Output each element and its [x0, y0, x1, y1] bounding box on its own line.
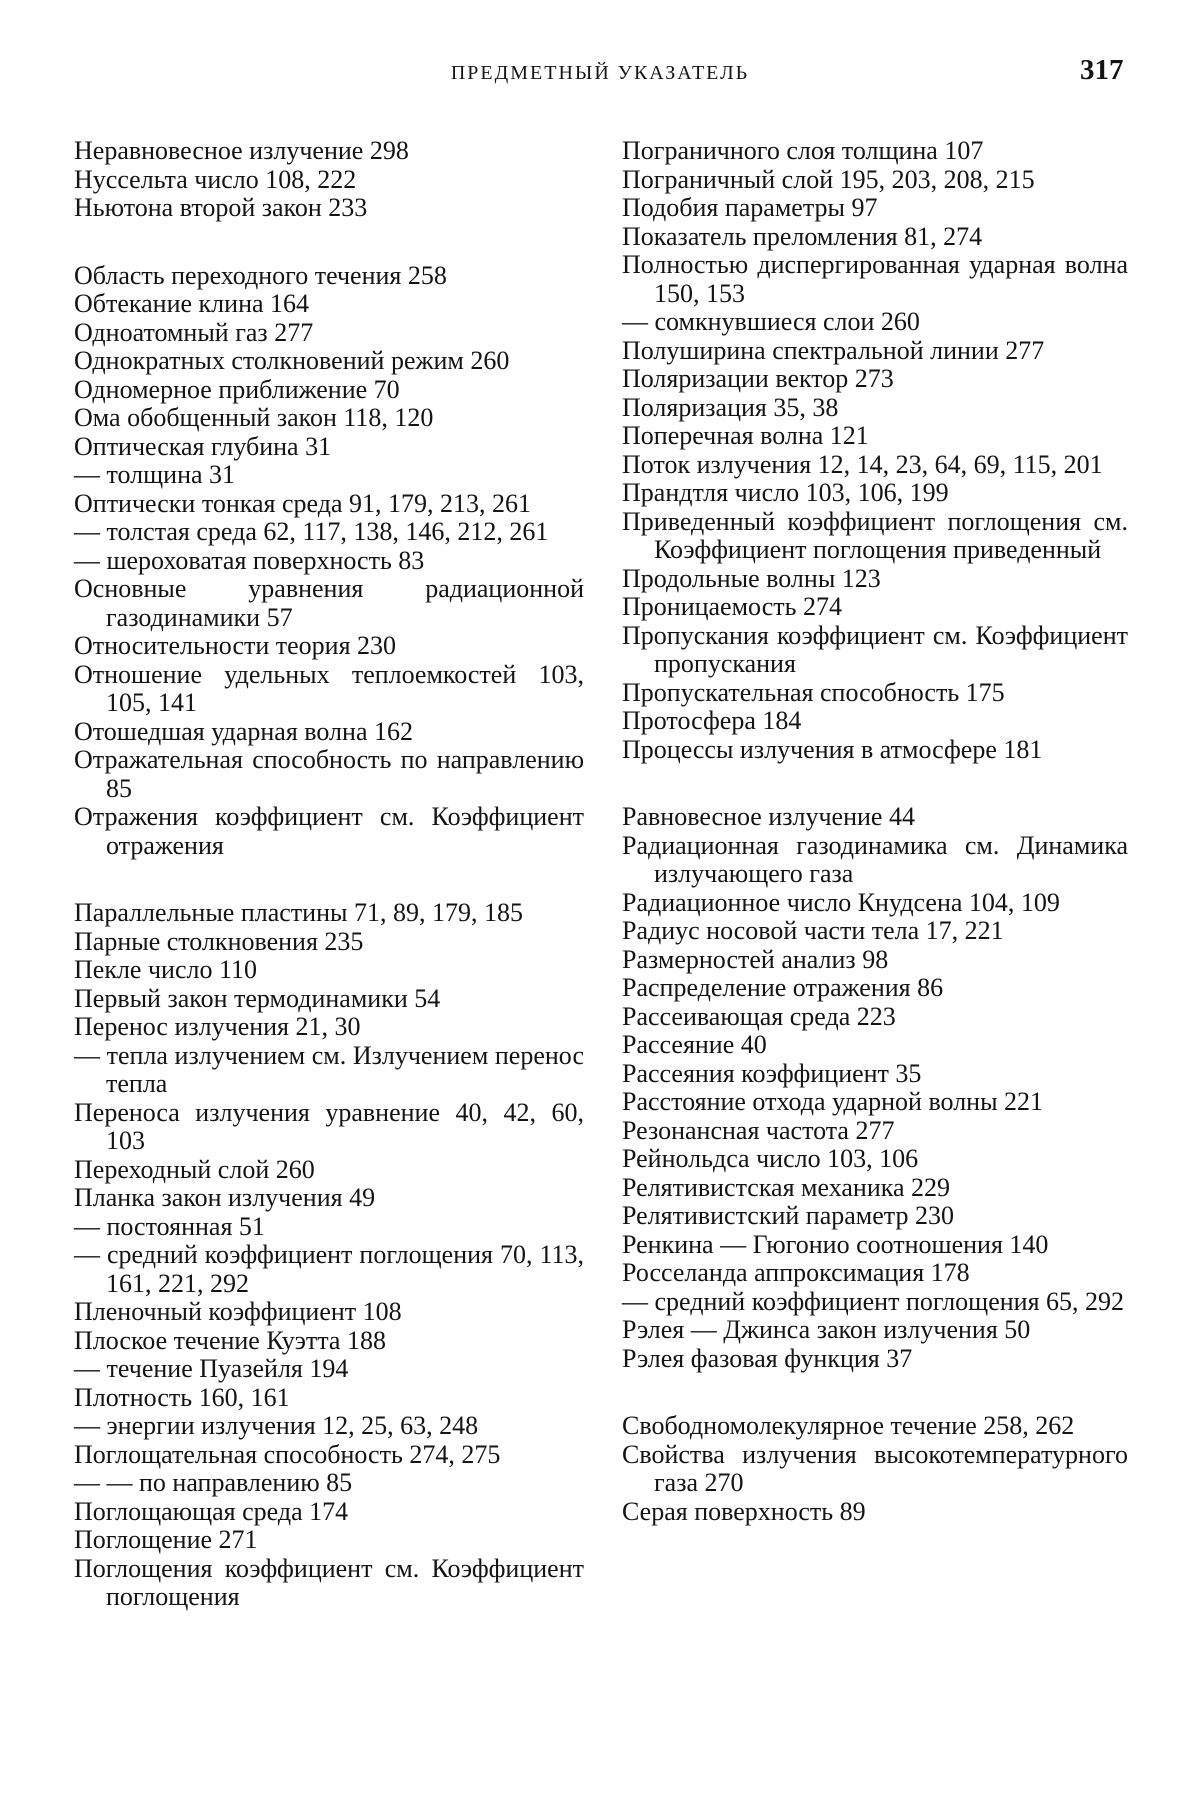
index-entry: Отошедшая ударная волна 162 — [74, 716, 413, 746]
index-entry: Отражательная способность по направлению 85 — [74, 745, 584, 803]
index-entry: — шероховатая поверхность 83 — [74, 545, 425, 575]
index-entry: Первый закон термодинамики 54 — [74, 983, 441, 1013]
index-entry: Радиус носовой части тела 17, 221 — [622, 916, 1004, 945]
index-entry: — толстая среда 62, 117, 138, 146, 212, 261 — [74, 517, 549, 546]
index-entry: Подобия параметры 97 — [622, 193, 878, 222]
index-entry: Релятивистский параметр 230 — [622, 1201, 954, 1230]
index-section — [74, 262, 584, 861]
index-entry: Росселанда аппроксимация 178 — [622, 1258, 970, 1287]
index-section — [622, 803, 1128, 1373]
index-entry: Оптически тонкая среда 91, 179, 213, 261 — [74, 488, 531, 518]
running-title: ПРЕДМЕТНЫЙ УКАЗАТЕЛЬ — [450, 62, 750, 84]
index-entry: Отражения коэффициент см. Коэффициент отражения — [74, 802, 584, 860]
index-entry: — средний коэффициент поглощения 70, 113, 161, 221, 292 — [74, 1240, 584, 1298]
index-entry: — толщина 31 — [74, 460, 236, 489]
index-entry: Процессы излучения в атмосфере 181 — [622, 734, 1043, 764]
index-entry: Полностью диспергированная ударная волна 150, 153 — [622, 250, 1128, 308]
index-entry: Свободномолекулярное течение 258, 262 — [622, 1411, 1075, 1440]
index-entry: Пекле число 110 — [74, 955, 258, 984]
index-entry: Переноса излучения уравнение 40, 42, 60, 103 — [74, 1097, 584, 1155]
index-entry: Пропускательная способность 175 — [622, 677, 1005, 707]
index-entry: Парные столкновения 235 — [74, 926, 364, 956]
index-entry: Плотность 160, 161 — [74, 1382, 290, 1412]
index-entry: Ома обобщенный закон 118, 120 — [74, 403, 434, 432]
index-entry: Однократных столкновений режим 260 — [74, 346, 510, 375]
index-entry: Область переходного течения 258 — [74, 260, 447, 290]
index-column-left — [74, 137, 584, 1651]
index-entry: Полуширина спектральной линии 277 — [622, 335, 1045, 365]
index-entry: Поглощения коэффициент см. Коэффициент поглощения — [74, 1553, 584, 1611]
index-entry: Планка закон излучения 49 — [74, 1183, 376, 1212]
index-entry: Поперечная волна 121 — [622, 421, 869, 450]
index-entry: Поток излучения 12, 14, 23, 64, 69, 115, 201 — [622, 449, 1103, 479]
index-entry: Рассеяние 40 — [622, 1030, 767, 1059]
index-column-right — [622, 137, 1128, 1565]
index-entry: — средний коэффициент поглощения 65, 292 — [622, 1286, 1125, 1316]
index-entry: Прандтля число 103, 106, 199 — [622, 478, 949, 507]
index-entry: Одномерное приближение 70 — [74, 374, 400, 404]
index-entry: Поляризация 35, 38 — [622, 392, 839, 422]
index-entry: Основные уравнения радиационной газодинамики 57 — [74, 574, 584, 632]
index-entry: Релятивистская механика 229 — [622, 1172, 951, 1202]
index-entry: — течение Пуазейля 194 — [74, 1354, 349, 1383]
index-entry: Относительности теория 230 — [74, 631, 397, 660]
index-entry: Пленочный коэффициент 108 — [74, 1297, 402, 1326]
index-entry: — энергии излучения 12, 25, 63, 248 — [74, 1411, 479, 1440]
index-entry: Пропускания коэффициент см. Коэффициент пропускания — [622, 620, 1128, 678]
index-entry: Приведенный коэффициент поглощения см. Коэффициент поглощения приведенный — [622, 506, 1128, 564]
index-entry: — тепла излучением см. Излучением перенос тепла — [74, 1040, 584, 1098]
index-entry: Показатель преломления 81, 274 — [622, 221, 983, 251]
index-entry: — постоянная 51 — [74, 1211, 265, 1241]
index-section — [622, 1412, 1128, 1526]
index-entry: Одноатомный газ 277 — [74, 317, 314, 347]
index-entry: Радиационное число Кнудсена 104, 109 — [622, 887, 1060, 917]
index-entry: Расстояние отхода ударной волны 221 — [622, 1087, 1044, 1116]
index-entry: — — по направлению 85 — [74, 1468, 353, 1497]
index-entry: — сомкнувшиеся слои 260 — [622, 307, 920, 336]
index-entry: Размерностей анализ 98 — [622, 944, 889, 974]
page-header — [0, 52, 1200, 92]
index-entry: Плоское течение Куэтта 188 — [74, 1325, 386, 1355]
index-entry: Пограничного слоя толщина 107 — [622, 136, 984, 165]
index-section — [74, 137, 584, 223]
index-section — [74, 899, 584, 1612]
index-entry: Равновесное излучение 44 — [622, 802, 915, 831]
index-entry: Распределение отражения 86 — [622, 973, 944, 1002]
index-entry: Рассеивающая среда 223 — [622, 1001, 896, 1031]
index-entry: Оптическая глубина 31 — [74, 431, 332, 461]
index-entry: Радиационная газодинамика см. Динамика излучающего газа — [622, 830, 1128, 888]
index-entry: Параллельные пластины 71, 89, 179, 185 — [74, 898, 523, 927]
index-entry: Ренкина — Гюгонио соотношения 140 — [622, 1229, 1049, 1259]
index-section — [622, 137, 1128, 764]
index-entry: Рассеяния коэффициент 35 — [622, 1058, 922, 1088]
index-entry: Поглощение 271 — [74, 1525, 258, 1554]
index-entry: Проницаемость 274 — [622, 592, 842, 621]
page-number: 317 — [1080, 54, 1124, 86]
index-entry: Поляризации вектор 273 — [622, 364, 894, 393]
index-entry: Пограничный слой 195, 203, 208, 215 — [622, 164, 1035, 194]
index-entry: Серая поверхность 89 — [622, 1496, 866, 1526]
index-entry: Переходный слой 260 — [74, 1154, 315, 1184]
index-entry: Поглощающая среда 174 — [74, 1496, 349, 1526]
index-entry: Неравновесное излучение 298 — [74, 136, 409, 165]
index-entry: Поглощательная способность 274, 275 — [74, 1439, 501, 1469]
index-entry: Рейнольдса число 103, 106 — [622, 1144, 919, 1173]
index-entry: Рэлея — Джинса закон излучения 50 — [622, 1315, 1031, 1344]
index-entry: Обтекание клина 164 — [74, 289, 310, 318]
index-entry: Перенос излучения 21, 30 — [74, 1012, 361, 1041]
index-entry: Продольные волны 123 — [622, 563, 881, 593]
index-entry: Свойства излучения высокотемпературного газа 270 — [622, 1439, 1128, 1497]
index-entry: Рэлея фазовая функция 37 — [622, 1343, 913, 1373]
index-entry: Отношение удельных теплоемкостей 103, 105, 141 — [74, 659, 584, 717]
index-entry: Резонансная частота 277 — [622, 1115, 895, 1145]
index-entry: Нуссельта число 108, 222 — [74, 164, 357, 194]
index-entry: Ньютона второй закон 233 — [74, 193, 368, 222]
index-entry: Протосфера 184 — [622, 706, 802, 735]
